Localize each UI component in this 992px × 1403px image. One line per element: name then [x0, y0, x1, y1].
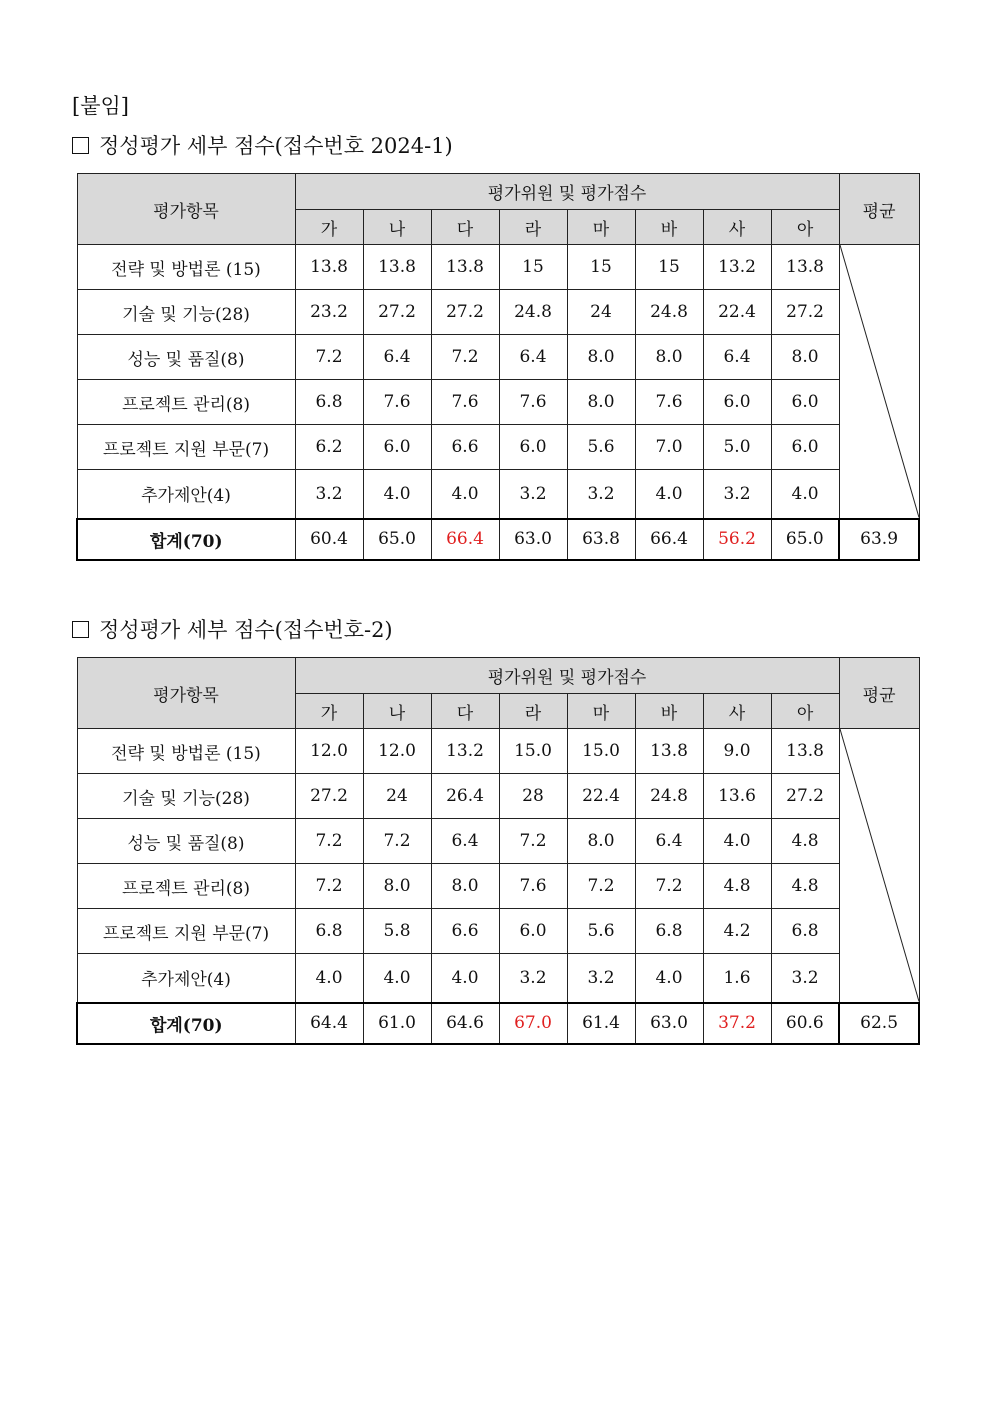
average-diagonal-cell: [839, 729, 919, 1003]
score-cell: 6.2: [295, 425, 363, 470]
row-item-label: 프로젝트 관리(8): [77, 380, 295, 425]
average-value: 62.5: [839, 1003, 919, 1044]
score-cell: 4.0: [295, 954, 363, 1003]
score-cell: 4.0: [635, 954, 703, 1003]
score-cell: 24: [363, 774, 431, 819]
score-cell: 6.4: [635, 819, 703, 864]
score-cell: 4.2: [703, 909, 771, 954]
score-cell: 9.0: [703, 729, 771, 774]
score-cell: 6.4: [703, 335, 771, 380]
row-item-label: 프로젝트 관리(8): [77, 864, 295, 909]
score-cell: 12.0: [363, 729, 431, 774]
table-row: [77, 335, 919, 380]
total-cell: 65.0: [771, 519, 839, 560]
score-cell: 6.0: [771, 380, 839, 425]
evaluator-header: 사: [703, 210, 771, 245]
evaluator-header: 다: [431, 210, 499, 245]
score-cell: 27.2: [771, 774, 839, 819]
score-cell: 7.2: [295, 819, 363, 864]
score-cell: 6.6: [431, 425, 499, 470]
total-cell: 60.4: [295, 519, 363, 560]
score-table-1: [76, 173, 920, 561]
score-cell: 27.2: [295, 774, 363, 819]
row-item-label: 기술 및 기능(28): [77, 774, 295, 819]
score-cell: 28: [499, 774, 567, 819]
evaluator-header: 라: [499, 210, 567, 245]
evaluator-header: 가: [295, 694, 363, 729]
section-title-2: [72, 614, 393, 644]
score-cell: 7.6: [431, 380, 499, 425]
score-cell: 6.6: [431, 909, 499, 954]
table-row: [77, 245, 919, 290]
score-cell: 3.2: [703, 470, 771, 519]
score-cell: 24.8: [635, 290, 703, 335]
evaluator-header: 가: [295, 210, 363, 245]
row-item-label: 기술 및 기능(28): [77, 290, 295, 335]
score-cell: 8.0: [431, 864, 499, 909]
checkbox-icon: [72, 621, 89, 638]
score-cell: 5.0: [703, 425, 771, 470]
score-cell: 4.8: [771, 819, 839, 864]
table-row: [77, 774, 919, 819]
score-cell: 7.6: [499, 380, 567, 425]
total-cell: 63.0: [499, 519, 567, 560]
score-cell: 7.2: [295, 335, 363, 380]
score-cell: 6.4: [499, 335, 567, 380]
score-cell: 15: [567, 245, 635, 290]
score-cell: 4.0: [431, 470, 499, 519]
score-cell: 24.8: [635, 774, 703, 819]
score-cell: 6.0: [499, 425, 567, 470]
average-value: 63.9: [839, 519, 919, 560]
score-cell: 13.8: [363, 245, 431, 290]
score-cell: 15.0: [567, 729, 635, 774]
score-cell: 13.2: [703, 245, 771, 290]
score-cell: 6.0: [363, 425, 431, 470]
row-item-label: 전략 및 방법론 (15): [77, 245, 295, 290]
table-row: [77, 470, 919, 519]
total-label: 합계(70): [77, 519, 295, 560]
score-cell: 6.0: [499, 909, 567, 954]
row-item-label: 성능 및 품질(8): [77, 819, 295, 864]
total-cell: 61.4: [567, 1003, 635, 1044]
row-item-label: 프로젝트 지원 부문(7): [77, 425, 295, 470]
score-cell: 15: [635, 245, 703, 290]
score-cell: 4.0: [363, 470, 431, 519]
score-cell: 5.6: [567, 909, 635, 954]
total-cell: 66.4: [635, 519, 703, 560]
table-row: [77, 909, 919, 954]
score-cell: 12.0: [295, 729, 363, 774]
score-cell: 6.8: [771, 909, 839, 954]
score-cell: 8.0: [567, 335, 635, 380]
total-cell: 63.0: [635, 1003, 703, 1044]
score-cell: 22.4: [703, 290, 771, 335]
score-cell: 7.2: [431, 335, 499, 380]
table-row: [77, 864, 919, 909]
total-row: [77, 519, 919, 560]
total-cell: 63.8: [567, 519, 635, 560]
score-cell: 7.2: [295, 864, 363, 909]
evaluator-header: 아: [771, 210, 839, 245]
score-cell: 6.8: [295, 380, 363, 425]
row-item-label: 추가제안(4): [77, 470, 295, 519]
score-cell: 8.0: [771, 335, 839, 380]
evaluator-header: 나: [363, 210, 431, 245]
total-cell: 64.6: [431, 1003, 499, 1044]
row-item-label: 성능 및 품질(8): [77, 335, 295, 380]
header-item: 평가항목: [77, 658, 295, 729]
score-cell: 7.2: [499, 819, 567, 864]
row-item-label: 전략 및 방법론 (15): [77, 729, 295, 774]
total-cell-highlighted: 56.2: [703, 519, 771, 560]
header-evaluators: 평가위원 및 평가점수: [295, 174, 839, 210]
page-label: [붙임]: [72, 94, 129, 118]
score-cell: 6.4: [363, 335, 431, 380]
score-cell: 1.6: [703, 954, 771, 1003]
total-cell: 65.0: [363, 519, 431, 560]
table-row: [77, 425, 919, 470]
score-cell: 7.2: [567, 864, 635, 909]
score-cell: 27.2: [771, 290, 839, 335]
total-cell: 60.6: [771, 1003, 839, 1044]
score-cell: 27.2: [363, 290, 431, 335]
total-row: [77, 1003, 919, 1044]
score-cell: 4.8: [771, 864, 839, 909]
score-cell: 3.2: [567, 470, 635, 519]
score-cell: 7.6: [499, 864, 567, 909]
checkbox-icon: [72, 137, 89, 154]
score-cell: 6.0: [703, 380, 771, 425]
table-row: [77, 729, 919, 774]
score-cell: 27.2: [431, 290, 499, 335]
score-cell: 6.4: [431, 819, 499, 864]
total-cell-highlighted: 67.0: [499, 1003, 567, 1044]
average-diagonal-cell: [839, 245, 919, 519]
score-cell: 13.8: [771, 245, 839, 290]
score-cell: 7.2: [635, 864, 703, 909]
score-cell: 23.2: [295, 290, 363, 335]
score-cell: 7.6: [635, 380, 703, 425]
evaluator-header: 바: [635, 694, 703, 729]
total-cell: 61.0: [363, 1003, 431, 1044]
row-item-label: 프로젝트 지원 부문(7): [77, 909, 295, 954]
score-cell: 13.6: [703, 774, 771, 819]
evaluator-header: 라: [499, 694, 567, 729]
total-cell-highlighted: 66.4: [431, 519, 499, 560]
section-title-text: 정성평가 세부 점수(접수번호-2): [99, 618, 393, 642]
header-average: 평균: [839, 658, 919, 729]
score-cell: 4.0: [703, 819, 771, 864]
score-cell: 13.8: [771, 729, 839, 774]
score-cell: 7.6: [363, 380, 431, 425]
evaluator-header: 마: [567, 210, 635, 245]
total-cell: 64.4: [295, 1003, 363, 1044]
section-title-text: 정성평가 세부 점수(접수번호 2024-1): [99, 134, 453, 158]
header-item: 평가항목: [77, 174, 295, 245]
evaluator-header: 다: [431, 694, 499, 729]
score-table-2: [76, 657, 920, 1045]
score-cell: 3.2: [499, 470, 567, 519]
score-cell: 24: [567, 290, 635, 335]
score-cell: 8.0: [363, 864, 431, 909]
table-row: [77, 380, 919, 425]
score-cell: 3.2: [499, 954, 567, 1003]
score-cell: 15.0: [499, 729, 567, 774]
header-average: 평균: [839, 174, 919, 245]
evaluator-header: 아: [771, 694, 839, 729]
score-cell: 13.8: [431, 245, 499, 290]
score-cell: 4.0: [363, 954, 431, 1003]
score-cell: 3.2: [567, 954, 635, 1003]
score-cell: 7.2: [363, 819, 431, 864]
evaluator-header: 사: [703, 694, 771, 729]
header-evaluators: 평가위원 및 평가점수: [295, 658, 839, 694]
score-cell: 8.0: [567, 380, 635, 425]
score-cell: 6.8: [295, 909, 363, 954]
score-cell: 4.0: [431, 954, 499, 1003]
score-cell: 26.4: [431, 774, 499, 819]
score-cell: 15: [499, 245, 567, 290]
table-row: [77, 819, 919, 864]
score-cell: 13.2: [431, 729, 499, 774]
score-cell: 6.0: [771, 425, 839, 470]
evaluator-header: 마: [567, 694, 635, 729]
score-cell: 8.0: [635, 335, 703, 380]
score-cell: 8.0: [567, 819, 635, 864]
table-row: [77, 954, 919, 1003]
table-row: [77, 290, 919, 335]
score-cell: 13.8: [295, 245, 363, 290]
score-cell: 13.8: [635, 729, 703, 774]
score-cell: 4.0: [635, 470, 703, 519]
score-cell: 4.0: [771, 470, 839, 519]
score-cell: 3.2: [771, 954, 839, 1003]
score-cell: 3.2: [295, 470, 363, 519]
score-cell: 24.8: [499, 290, 567, 335]
score-cell: 5.8: [363, 909, 431, 954]
total-label: 합계(70): [77, 1003, 295, 1044]
score-cell: 5.6: [567, 425, 635, 470]
score-cell: 4.8: [703, 864, 771, 909]
total-cell-highlighted: 37.2: [703, 1003, 771, 1044]
section-title-1: [72, 130, 453, 160]
evaluator-header: 나: [363, 694, 431, 729]
score-cell: 7.0: [635, 425, 703, 470]
row-item-label: 추가제안(4): [77, 954, 295, 1003]
evaluator-header: 바: [635, 210, 703, 245]
score-cell: 6.8: [635, 909, 703, 954]
score-cell: 22.4: [567, 774, 635, 819]
